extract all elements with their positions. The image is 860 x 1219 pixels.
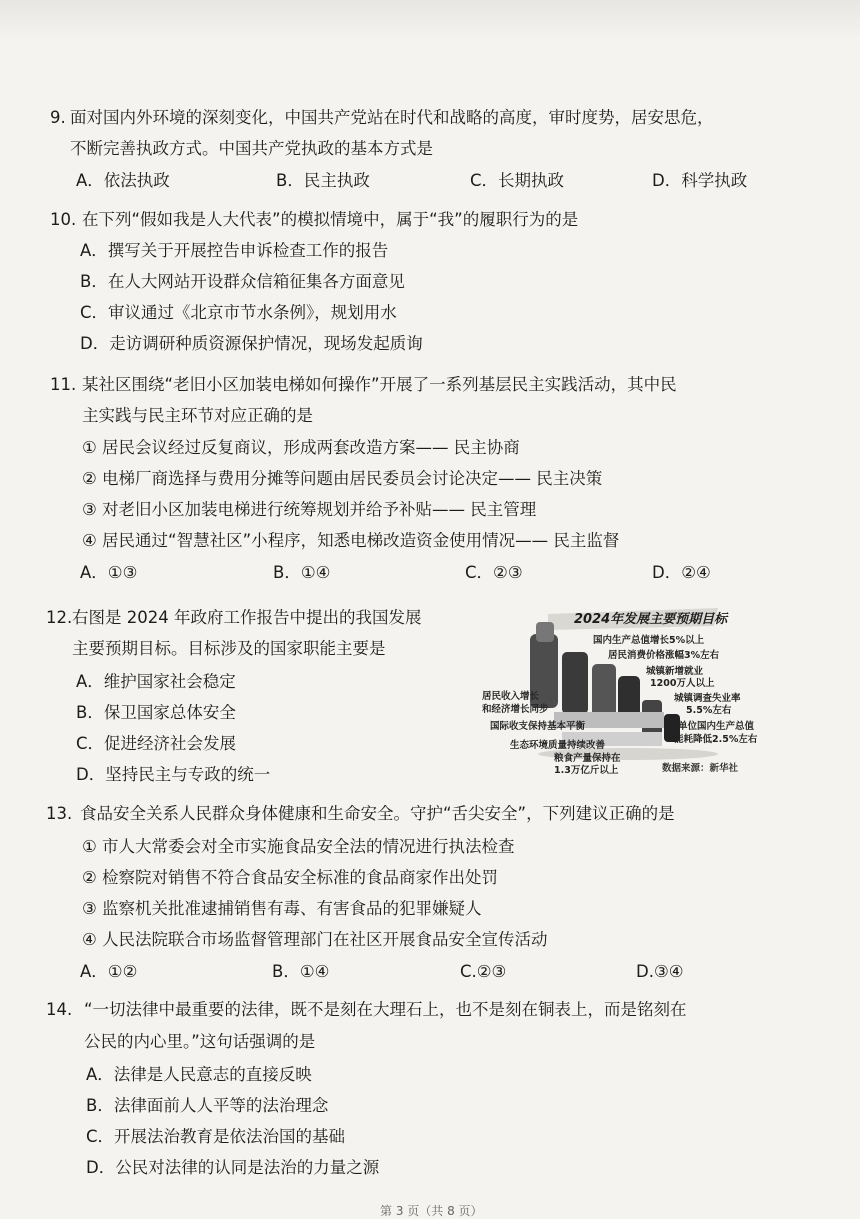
figure-label: 单位国内生产总值: [678, 721, 755, 732]
figure-label: 生态环境质量持续改善: [510, 740, 606, 751]
statement-4: ④ 人民法院联合市场监督管理部门在社区开展食品安全宣传活动: [82, 930, 548, 949]
option-c[interactable]: C.②③: [460, 962, 507, 981]
figure-label: 国内生产总值增长5%以上: [593, 635, 705, 646]
figure-label: 1200万人以上: [650, 678, 715, 689]
option-c[interactable]: C．促进经济社会发展: [76, 734, 237, 753]
question-stem-line: 主实践与民主环节对应正确的是: [82, 406, 313, 425]
figure-title: 2024年发展主要预期目标: [574, 612, 728, 627]
figure-source: 数据来源：新华社: [662, 763, 739, 774]
figure-label: 5.5%左右: [686, 705, 732, 716]
statement-3: ③ 对老旧小区加装电梯进行统筹规划并给予补贴—— 民主管理: [82, 500, 537, 519]
question-number: 12.: [46, 608, 73, 627]
figure-label: 1.3万亿斤以上: [554, 765, 619, 776]
option-b[interactable]: B．法律面前人人平等的法治理念: [86, 1096, 329, 1115]
option-b[interactable]: B．民主执政: [276, 171, 370, 190]
question-stem-line: 公民的内心里。”这句话强调的是: [84, 1032, 316, 1051]
figure-label: 国际收支保持基本平衡: [490, 721, 586, 732]
option-c[interactable]: C．长期执政: [470, 171, 565, 190]
statement-1: ① 居民会议经过反复商议，形成两套改造方案—— 民主协商: [82, 438, 520, 457]
option-b[interactable]: B．①④: [273, 563, 331, 582]
option-d[interactable]: D．公民对法律的认同是法治的力量之源: [86, 1158, 380, 1177]
option-c[interactable]: C．审议通过《北京市节水条例》，规划用水: [80, 303, 397, 322]
question-stem-line: 右图是 2024 年政府工作报告中提出的我国发展: [72, 608, 422, 627]
option-a[interactable]: A．依法执政: [76, 171, 170, 190]
option-d[interactable]: D.③④: [636, 962, 684, 981]
option-a[interactable]: A．①②: [80, 962, 138, 981]
statement-2: ② 检察院对销售不符合食品安全标准的食品商家作出处罚: [82, 868, 499, 887]
question-stem-line: 某社区围绕“老旧小区加装电梯如何操作”开展了一系列基层民主实践活动，其中民: [82, 375, 677, 394]
statement-3: ③ 监察机关批准逮捕销售有毒、有害食品的犯罪嫌疑人: [82, 899, 482, 918]
figure-label: 粮食产量保持在: [554, 753, 621, 764]
question-number: 9.: [50, 108, 66, 127]
option-c[interactable]: C．②③: [465, 563, 523, 582]
figure-label: 居民消费价格涨幅3%左右: [608, 650, 720, 661]
figure-label: 能耗降低2.5%左右: [674, 734, 758, 745]
figure-label: 和经济增长同步: [482, 704, 549, 715]
question-number: 13.: [46, 804, 73, 823]
question-stem-line: 主要预期目标。目标涉及的国家职能主要是: [72, 639, 386, 658]
page-footer: 第 3 页（共 8 页）: [380, 1204, 483, 1218]
option-b[interactable]: B．保卫国家总体安全: [76, 703, 236, 722]
option-d[interactable]: D．②④: [652, 563, 711, 582]
statement-1: ① 市人大常委会对全市实施食品安全法的情况进行执法检查: [82, 837, 515, 856]
option-d[interactable]: D．科学执政: [652, 171, 748, 190]
option-b[interactable]: B．在人大网站开设群众信箱征集各方面意见: [80, 272, 405, 291]
option-a[interactable]: A．法律是人民意志的直接反映: [86, 1065, 312, 1084]
statement-4: ④ 居民通过“智慧社区”小程序，知悉电梯改造资金使用情况—— 民主监督: [82, 531, 620, 550]
scan-shadow: [0, 0, 860, 40]
statement-2: ② 电梯厂商选择与费用分摊等问题由居民委员会讨论决定—— 民主决策: [82, 469, 603, 488]
development-targets-figure: [478, 604, 778, 774]
question-stem-line: 面对国内外环境的深刻变化，中国共产党站在时代和战略的高度，审时度势，居安思危，: [70, 108, 714, 127]
figure-label: 居民收入增长: [482, 691, 540, 702]
option-d[interactable]: D．坚持民主与专政的统一: [76, 765, 271, 784]
option-a[interactable]: A．撰写关于开展控告申诉检查工作的报告: [80, 241, 389, 260]
figure-label: 城镇新增就业: [646, 666, 704, 677]
question-number: 14.: [46, 1000, 73, 1019]
option-a[interactable]: A．维护国家社会稳定: [76, 672, 236, 691]
question-stem-line: 食品安全关系人民群众身体健康和生命安全。守护“舌尖安全”，下列建议正确的是: [80, 804, 675, 823]
question-stem-line: 在下列“假如我是人大代表”的模拟情境中，属于“我”的履职行为的是: [82, 210, 579, 229]
option-d[interactable]: D．走访调研种质资源保护情况，现场发起质询: [80, 334, 423, 353]
option-c[interactable]: C．开展法治教育是依法治国的基础: [86, 1127, 346, 1146]
option-b[interactable]: B．①④: [272, 962, 330, 981]
option-a[interactable]: A．①③: [80, 563, 138, 582]
question-stem-line: 不断完善执政方式。中国共产党执政的基本方式是: [70, 139, 433, 158]
figure-label: 城镇调查失业率: [674, 693, 741, 704]
question-number: 10.: [50, 210, 77, 229]
question-number: 11.: [50, 375, 77, 394]
question-stem-line: “一切法律中最重要的法律，既不是刻在大理石上，也不是刻在铜表上，而是铭刻在: [84, 1000, 687, 1019]
